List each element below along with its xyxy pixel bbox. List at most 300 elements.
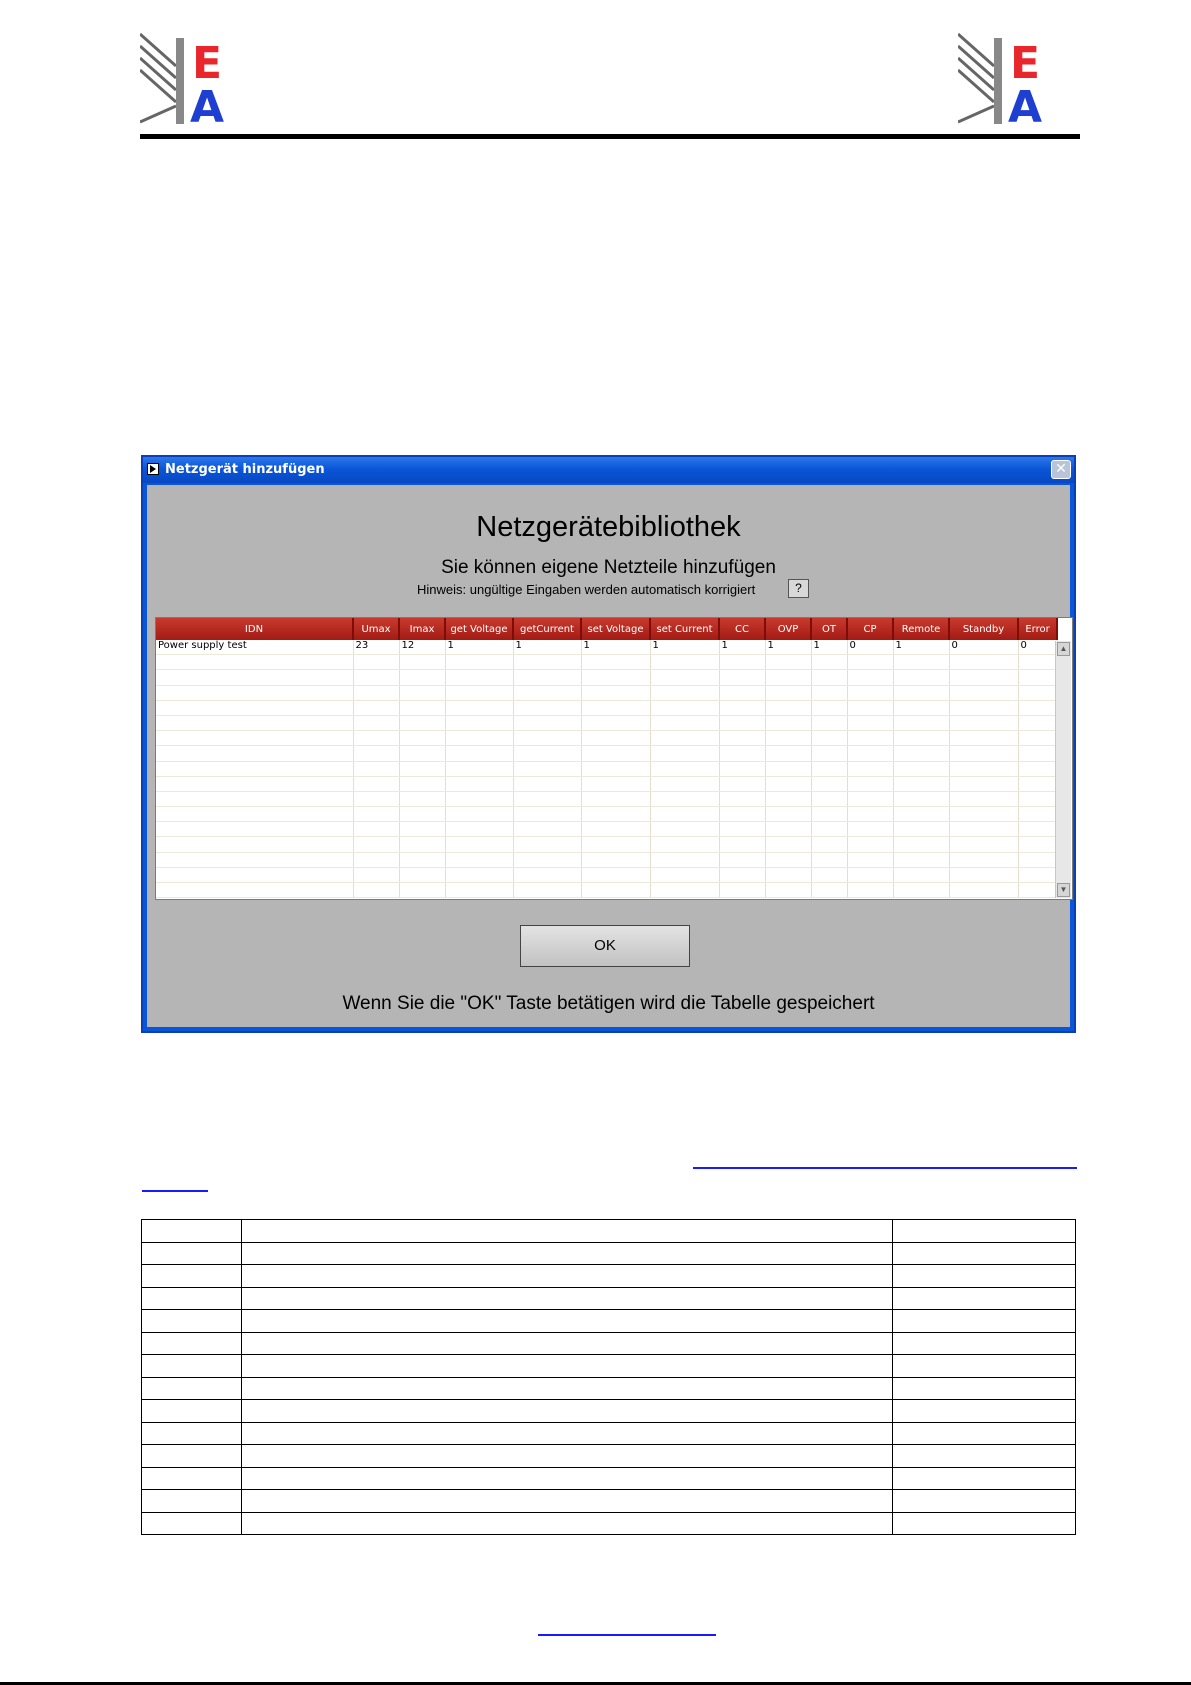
table-cell[interactable] — [156, 685, 353, 700]
table-cell[interactable] — [353, 867, 399, 882]
table-cell[interactable] — [399, 731, 445, 746]
table-cell[interactable]: 23 — [353, 640, 399, 655]
table-cell[interactable] — [765, 791, 811, 806]
table-cell[interactable] — [581, 655, 650, 670]
table-cell[interactable]: 0 — [1018, 640, 1057, 655]
table-cell[interactable] — [156, 807, 353, 822]
table-cell[interactable] — [811, 776, 847, 791]
table-cell[interactable] — [719, 852, 765, 867]
table-cell[interactable] — [445, 685, 513, 700]
table-cell[interactable] — [581, 731, 650, 746]
table-cell[interactable] — [1018, 655, 1057, 670]
table-cell[interactable] — [893, 655, 949, 670]
table-cell[interactable] — [650, 746, 719, 761]
table-cell[interactable]: 1 — [513, 640, 581, 655]
vertical-scrollbar[interactable] — [1055, 641, 1071, 898]
table-cell[interactable] — [811, 761, 847, 776]
table-cell[interactable]: 12 — [399, 640, 445, 655]
table-cell[interactable]: 1 — [719, 640, 765, 655]
table-cell[interactable] — [765, 746, 811, 761]
table-cell[interactable] — [156, 670, 353, 685]
table-cell[interactable] — [765, 883, 811, 898]
table-cell[interactable] — [949, 655, 1018, 670]
table-cell[interactable] — [399, 761, 445, 776]
table-cell[interactable] — [719, 700, 765, 715]
table-cell[interactable] — [353, 837, 399, 852]
table-cell[interactable] — [719, 791, 765, 806]
table-cell[interactable] — [399, 746, 445, 761]
table-cell[interactable] — [650, 852, 719, 867]
table-row-empty[interactable] — [156, 867, 1057, 882]
column-header[interactable]: CP — [847, 618, 893, 640]
table-cell[interactable] — [581, 822, 650, 837]
table-cell[interactable] — [847, 715, 893, 730]
table-cell[interactable] — [156, 883, 353, 898]
hyperlink-underline[interactable] — [693, 1167, 1077, 1169]
table-cell[interactable] — [893, 685, 949, 700]
column-header[interactable]: Standby — [949, 618, 1018, 640]
table-cell[interactable] — [1018, 685, 1057, 700]
table-cell[interactable] — [353, 791, 399, 806]
table-cell[interactable] — [513, 655, 581, 670]
table-row-empty[interactable] — [156, 807, 1057, 822]
table-cell[interactable] — [353, 746, 399, 761]
ok-button[interactable]: OK — [520, 925, 690, 967]
table-cell[interactable] — [811, 700, 847, 715]
table-cell[interactable] — [811, 883, 847, 898]
table-cell[interactable] — [581, 761, 650, 776]
table-cell[interactable] — [847, 776, 893, 791]
table-cell[interactable] — [399, 670, 445, 685]
ea-logo-right — [958, 26, 1054, 126]
table-cell[interactable] — [1018, 700, 1057, 715]
table-cell[interactable] — [399, 655, 445, 670]
table-cell[interactable] — [445, 746, 513, 761]
document-table-row — [142, 1242, 1076, 1265]
table-cell[interactable] — [719, 883, 765, 898]
table-cell[interactable]: 1 — [811, 640, 847, 655]
column-header[interactable]: OVP — [765, 618, 811, 640]
table-cell[interactable] — [765, 700, 811, 715]
table-cell[interactable] — [949, 791, 1018, 806]
table-cell[interactable] — [719, 837, 765, 852]
table-cell[interactable] — [847, 670, 893, 685]
table-cell[interactable]: 1 — [893, 640, 949, 655]
column-header[interactable]: set Voltage — [581, 618, 650, 640]
table-cell[interactable] — [445, 867, 513, 882]
close-button[interactable] — [1051, 460, 1071, 479]
table-cell[interactable] — [719, 715, 765, 730]
table-cell[interactable] — [1018, 670, 1057, 685]
table-cell[interactable] — [719, 761, 765, 776]
table-cell[interactable] — [893, 837, 949, 852]
table-cell[interactable] — [650, 867, 719, 882]
document-table-row — [142, 1490, 1076, 1513]
table-cell[interactable] — [893, 867, 949, 882]
table-cell[interactable] — [893, 715, 949, 730]
table-cell[interactable] — [811, 715, 847, 730]
table-cell[interactable] — [650, 670, 719, 685]
table-cell[interactable] — [581, 700, 650, 715]
table-cell[interactable] — [1018, 791, 1057, 806]
table-cell[interactable] — [399, 685, 445, 700]
table-row-empty[interactable] — [156, 822, 1057, 837]
help-button[interactable]: ? — [788, 579, 809, 598]
table-cell[interactable] — [650, 715, 719, 730]
library-title: Netzgerätebibliothek — [476, 511, 741, 543]
document-table-row — [142, 1400, 1076, 1423]
table-cell[interactable] — [847, 685, 893, 700]
table-cell[interactable] — [765, 715, 811, 730]
document-table-cell — [142, 1445, 242, 1468]
table-cell[interactable] — [1018, 837, 1057, 852]
table-cell[interactable] — [765, 852, 811, 867]
table-cell[interactable] — [949, 715, 1018, 730]
table-cell[interactable] — [445, 715, 513, 730]
table-cell[interactable] — [513, 791, 581, 806]
table-cell[interactable] — [847, 731, 893, 746]
table-cell[interactable]: 1 — [581, 640, 650, 655]
table-cell[interactable] — [847, 837, 893, 852]
table-cell[interactable] — [893, 670, 949, 685]
table-cell[interactable] — [765, 761, 811, 776]
document-table-cell — [893, 1422, 1076, 1445]
table-cell[interactable] — [811, 731, 847, 746]
table-cell[interactable] — [156, 655, 353, 670]
table-cell[interactable] — [445, 670, 513, 685]
table-cell[interactable] — [650, 731, 719, 746]
table-row-empty[interactable] — [156, 731, 1057, 746]
table-cell[interactable] — [893, 791, 949, 806]
table-cell[interactable] — [1018, 731, 1057, 746]
table-cell[interactable] — [156, 700, 353, 715]
table-cell[interactable] — [811, 852, 847, 867]
table-cell[interactable] — [719, 731, 765, 746]
table-cell[interactable] — [949, 685, 1018, 700]
table-cell[interactable] — [893, 761, 949, 776]
table-cell[interactable] — [156, 837, 353, 852]
table-cell[interactable] — [156, 867, 353, 882]
table-cell[interactable] — [765, 670, 811, 685]
table-cell[interactable] — [513, 867, 581, 882]
table-cell[interactable] — [156, 776, 353, 791]
table-cell[interactable] — [156, 822, 353, 837]
table-cell[interactable] — [811, 670, 847, 685]
power-supply-table[interactable] — [155, 617, 1073, 900]
table-cell[interactable] — [399, 776, 445, 791]
table-row-empty[interactable] — [156, 791, 1057, 806]
table-cell[interactable] — [650, 761, 719, 776]
table-cell[interactable] — [513, 761, 581, 776]
table-row-empty[interactable] — [156, 685, 1057, 700]
table-cell[interactable] — [513, 700, 581, 715]
table-cell[interactable] — [893, 852, 949, 867]
table-cell[interactable] — [765, 685, 811, 700]
table-cell[interactable] — [893, 822, 949, 837]
document-table-cell — [241, 1310, 892, 1333]
table-cell[interactable]: 1 — [765, 640, 811, 655]
table-cell[interactable] — [949, 700, 1018, 715]
table-cell[interactable] — [513, 837, 581, 852]
table-cell[interactable] — [719, 867, 765, 882]
table-cell[interactable] — [156, 746, 353, 761]
table-cell[interactable] — [765, 822, 811, 837]
table-cell[interactable]: 1 — [445, 640, 513, 655]
table-cell[interactable] — [399, 837, 445, 852]
column-header[interactable]: Error — [1018, 618, 1057, 640]
table-cell[interactable]: 1 — [650, 640, 719, 655]
table-row-empty[interactable] — [156, 776, 1057, 791]
scroll-down-icon[interactable]: ▼ — [1057, 883, 1070, 897]
table-cell[interactable] — [399, 852, 445, 867]
column-header[interactable]: Imax — [399, 618, 445, 640]
table-cell[interactable] — [156, 852, 353, 867]
table-cell[interactable]: 0 — [949, 640, 1018, 655]
column-header[interactable]: getCurrent — [513, 618, 581, 640]
table-cell[interactable] — [445, 761, 513, 776]
table-cell[interactable] — [949, 761, 1018, 776]
table-cell[interactable] — [445, 837, 513, 852]
dialog-panel — [147, 485, 1070, 1027]
table-cell[interactable] — [1018, 776, 1057, 791]
table-cell[interactable] — [156, 731, 353, 746]
table-cell[interactable] — [847, 852, 893, 867]
table-cell[interactable] — [719, 776, 765, 791]
table-cell[interactable] — [353, 883, 399, 898]
table-cell[interactable] — [650, 837, 719, 852]
table-cell[interactable] — [811, 807, 847, 822]
table-cell[interactable] — [445, 852, 513, 867]
table-cell[interactable] — [445, 700, 513, 715]
table-cell[interactable] — [847, 761, 893, 776]
table-cell[interactable] — [765, 776, 811, 791]
column-header[interactable]: set Current — [650, 618, 719, 640]
table-row-empty[interactable] — [156, 700, 1057, 715]
window-titlebar[interactable] — [143, 457, 1074, 483]
document-table-cell — [142, 1400, 242, 1423]
column-header[interactable]: Umax — [353, 618, 399, 640]
table-cell[interactable] — [581, 883, 650, 898]
table-cell[interactable]: Power supply test — [156, 640, 353, 655]
table-cell[interactable] — [156, 715, 353, 730]
table-cell[interactable] — [353, 655, 399, 670]
table-cell[interactable] — [847, 700, 893, 715]
table-cell[interactable] — [513, 685, 581, 700]
table-cell[interactable] — [1018, 822, 1057, 837]
table-row-empty[interactable] — [156, 715, 1057, 730]
table-cell[interactable] — [765, 731, 811, 746]
table-cell[interactable] — [581, 837, 650, 852]
hyperlink-underline-continued[interactable] — [142, 1190, 208, 1192]
table-cell[interactable] — [353, 776, 399, 791]
table-cell[interactable] — [156, 761, 353, 776]
table-cell[interactable] — [399, 822, 445, 837]
table-cell[interactable] — [353, 822, 399, 837]
table-cell[interactable] — [513, 670, 581, 685]
document-table-cell — [142, 1422, 242, 1445]
table-cell[interactable] — [581, 852, 650, 867]
table-cell[interactable] — [893, 807, 949, 822]
table-cell[interactable] — [1018, 883, 1057, 898]
table-cell[interactable] — [1018, 867, 1057, 882]
table-cell[interactable] — [581, 791, 650, 806]
scroll-up-icon[interactable]: ▲ — [1057, 642, 1070, 656]
table-cell[interactable] — [399, 791, 445, 806]
table-cell[interactable] — [1018, 807, 1057, 822]
table-cell[interactable] — [445, 807, 513, 822]
table-cell[interactable] — [399, 715, 445, 730]
table-cell[interactable] — [650, 700, 719, 715]
table-cell[interactable] — [650, 807, 719, 822]
table-cell[interactable] — [893, 746, 949, 761]
table-cell[interactable] — [513, 731, 581, 746]
table-cell[interactable] — [1018, 761, 1057, 776]
table-cell[interactable] — [353, 731, 399, 746]
table-cell[interactable] — [650, 655, 719, 670]
table-cell[interactable] — [811, 685, 847, 700]
table-cell[interactable] — [513, 807, 581, 822]
table-cell[interactable] — [581, 776, 650, 791]
table-cell[interactable] — [719, 746, 765, 761]
table-cell[interactable] — [811, 791, 847, 806]
column-header[interactable]: Remote — [893, 618, 949, 640]
table-cell[interactable] — [353, 807, 399, 822]
document-table-cell — [241, 1355, 892, 1378]
table-cell[interactable] — [811, 867, 847, 882]
table-cell[interactable] — [893, 731, 949, 746]
table-cell[interactable] — [1018, 746, 1057, 761]
footer-link-underline[interactable] — [538, 1634, 716, 1636]
table-cell[interactable] — [353, 852, 399, 867]
table-cell[interactable] — [1018, 715, 1057, 730]
table-cell[interactable] — [949, 746, 1018, 761]
table-cell[interactable] — [765, 837, 811, 852]
table-cell[interactable] — [847, 822, 893, 837]
table-cell[interactable] — [445, 731, 513, 746]
table-cell[interactable] — [811, 822, 847, 837]
table-cell[interactable] — [811, 837, 847, 852]
table-cell[interactable] — [513, 852, 581, 867]
table-cell[interactable] — [650, 685, 719, 700]
table-cell[interactable] — [581, 670, 650, 685]
table-cell[interactable] — [445, 776, 513, 791]
table-cell[interactable] — [949, 731, 1018, 746]
table-cell[interactable] — [513, 715, 581, 730]
table-cell[interactable] — [765, 655, 811, 670]
table-cell[interactable] — [847, 883, 893, 898]
table-cell[interactable] — [811, 746, 847, 761]
labview-app-icon — [147, 463, 159, 475]
table-cell[interactable] — [399, 700, 445, 715]
table-cell[interactable] — [513, 883, 581, 898]
table-row-empty[interactable] — [156, 883, 1057, 898]
table-cell[interactable] — [893, 700, 949, 715]
table-row-empty[interactable] — [156, 837, 1057, 852]
table-cell[interactable] — [949, 670, 1018, 685]
table-cell[interactable] — [650, 776, 719, 791]
table-cell[interactable] — [353, 715, 399, 730]
table-cell[interactable] — [949, 883, 1018, 898]
document-table-cell — [241, 1332, 892, 1355]
table-cell[interactable] — [893, 883, 949, 898]
table-cell[interactable] — [893, 776, 949, 791]
table-cell[interactable] — [353, 761, 399, 776]
table-cell[interactable] — [765, 867, 811, 882]
table-row-empty[interactable] — [156, 852, 1057, 867]
table-cell[interactable] — [949, 867, 1018, 882]
table-cell[interactable] — [650, 883, 719, 898]
table-cell[interactable] — [719, 807, 765, 822]
table-cell[interactable] — [581, 807, 650, 822]
table-cell[interactable] — [650, 791, 719, 806]
table-row-empty[interactable] — [156, 655, 1057, 670]
document-table-cell — [893, 1377, 1076, 1400]
table-cell[interactable] — [1018, 852, 1057, 867]
table-cell[interactable] — [650, 822, 719, 837]
table-cell[interactable] — [399, 807, 445, 822]
table-cell[interactable] — [719, 655, 765, 670]
library-subtitle: Sie können eigene Netzteile hinzufügen — [441, 557, 776, 578]
table-cell[interactable]: 0 — [847, 640, 893, 655]
table-cell[interactable] — [353, 685, 399, 700]
table-cell[interactable] — [765, 807, 811, 822]
table-cell[interactable] — [353, 700, 399, 715]
table-cell[interactable] — [949, 852, 1018, 867]
table-row[interactable] — [156, 640, 1057, 655]
table-cell[interactable] — [513, 776, 581, 791]
table-cell[interactable] — [847, 791, 893, 806]
document-table-cell — [893, 1242, 1076, 1265]
table-cell[interactable] — [949, 776, 1018, 791]
document-table-cell — [893, 1512, 1076, 1535]
table-cell[interactable] — [445, 791, 513, 806]
table-cell[interactable] — [719, 822, 765, 837]
table-cell[interactable] — [445, 883, 513, 898]
table-cell[interactable] — [719, 670, 765, 685]
table-cell[interactable] — [949, 807, 1018, 822]
table-row-empty[interactable] — [156, 761, 1057, 776]
column-header[interactable]: IDN — [156, 618, 353, 640]
column-header[interactable]: get Voltage — [445, 618, 513, 640]
table-cell[interactable] — [811, 655, 847, 670]
document-table-cell — [893, 1467, 1076, 1490]
table-cell[interactable] — [847, 655, 893, 670]
table-cell[interactable] — [399, 867, 445, 882]
table-cell[interactable] — [581, 715, 650, 730]
table-cell[interactable] — [847, 746, 893, 761]
table-cell[interactable] — [513, 822, 581, 837]
table-cell[interactable] — [513, 746, 581, 761]
table-cell[interactable] — [445, 822, 513, 837]
table-cell[interactable] — [353, 670, 399, 685]
table-cell[interactable] — [399, 883, 445, 898]
table-cell[interactable] — [949, 837, 1018, 852]
table-cell[interactable] — [581, 746, 650, 761]
table-header-row — [156, 618, 1057, 640]
table-row-empty[interactable] — [156, 746, 1057, 761]
table-cell[interactable] — [847, 807, 893, 822]
table-row-empty[interactable] — [156, 670, 1057, 685]
column-header[interactable]: OT — [811, 618, 847, 640]
table-cell[interactable] — [445, 655, 513, 670]
table-cell[interactable] — [847, 867, 893, 882]
table-cell[interactable] — [719, 685, 765, 700]
table-cell[interactable] — [156, 791, 353, 806]
column-header[interactable]: CC — [719, 618, 765, 640]
table-cell[interactable] — [581, 685, 650, 700]
table-cell[interactable] — [949, 822, 1018, 837]
table-cell[interactable] — [581, 867, 650, 882]
